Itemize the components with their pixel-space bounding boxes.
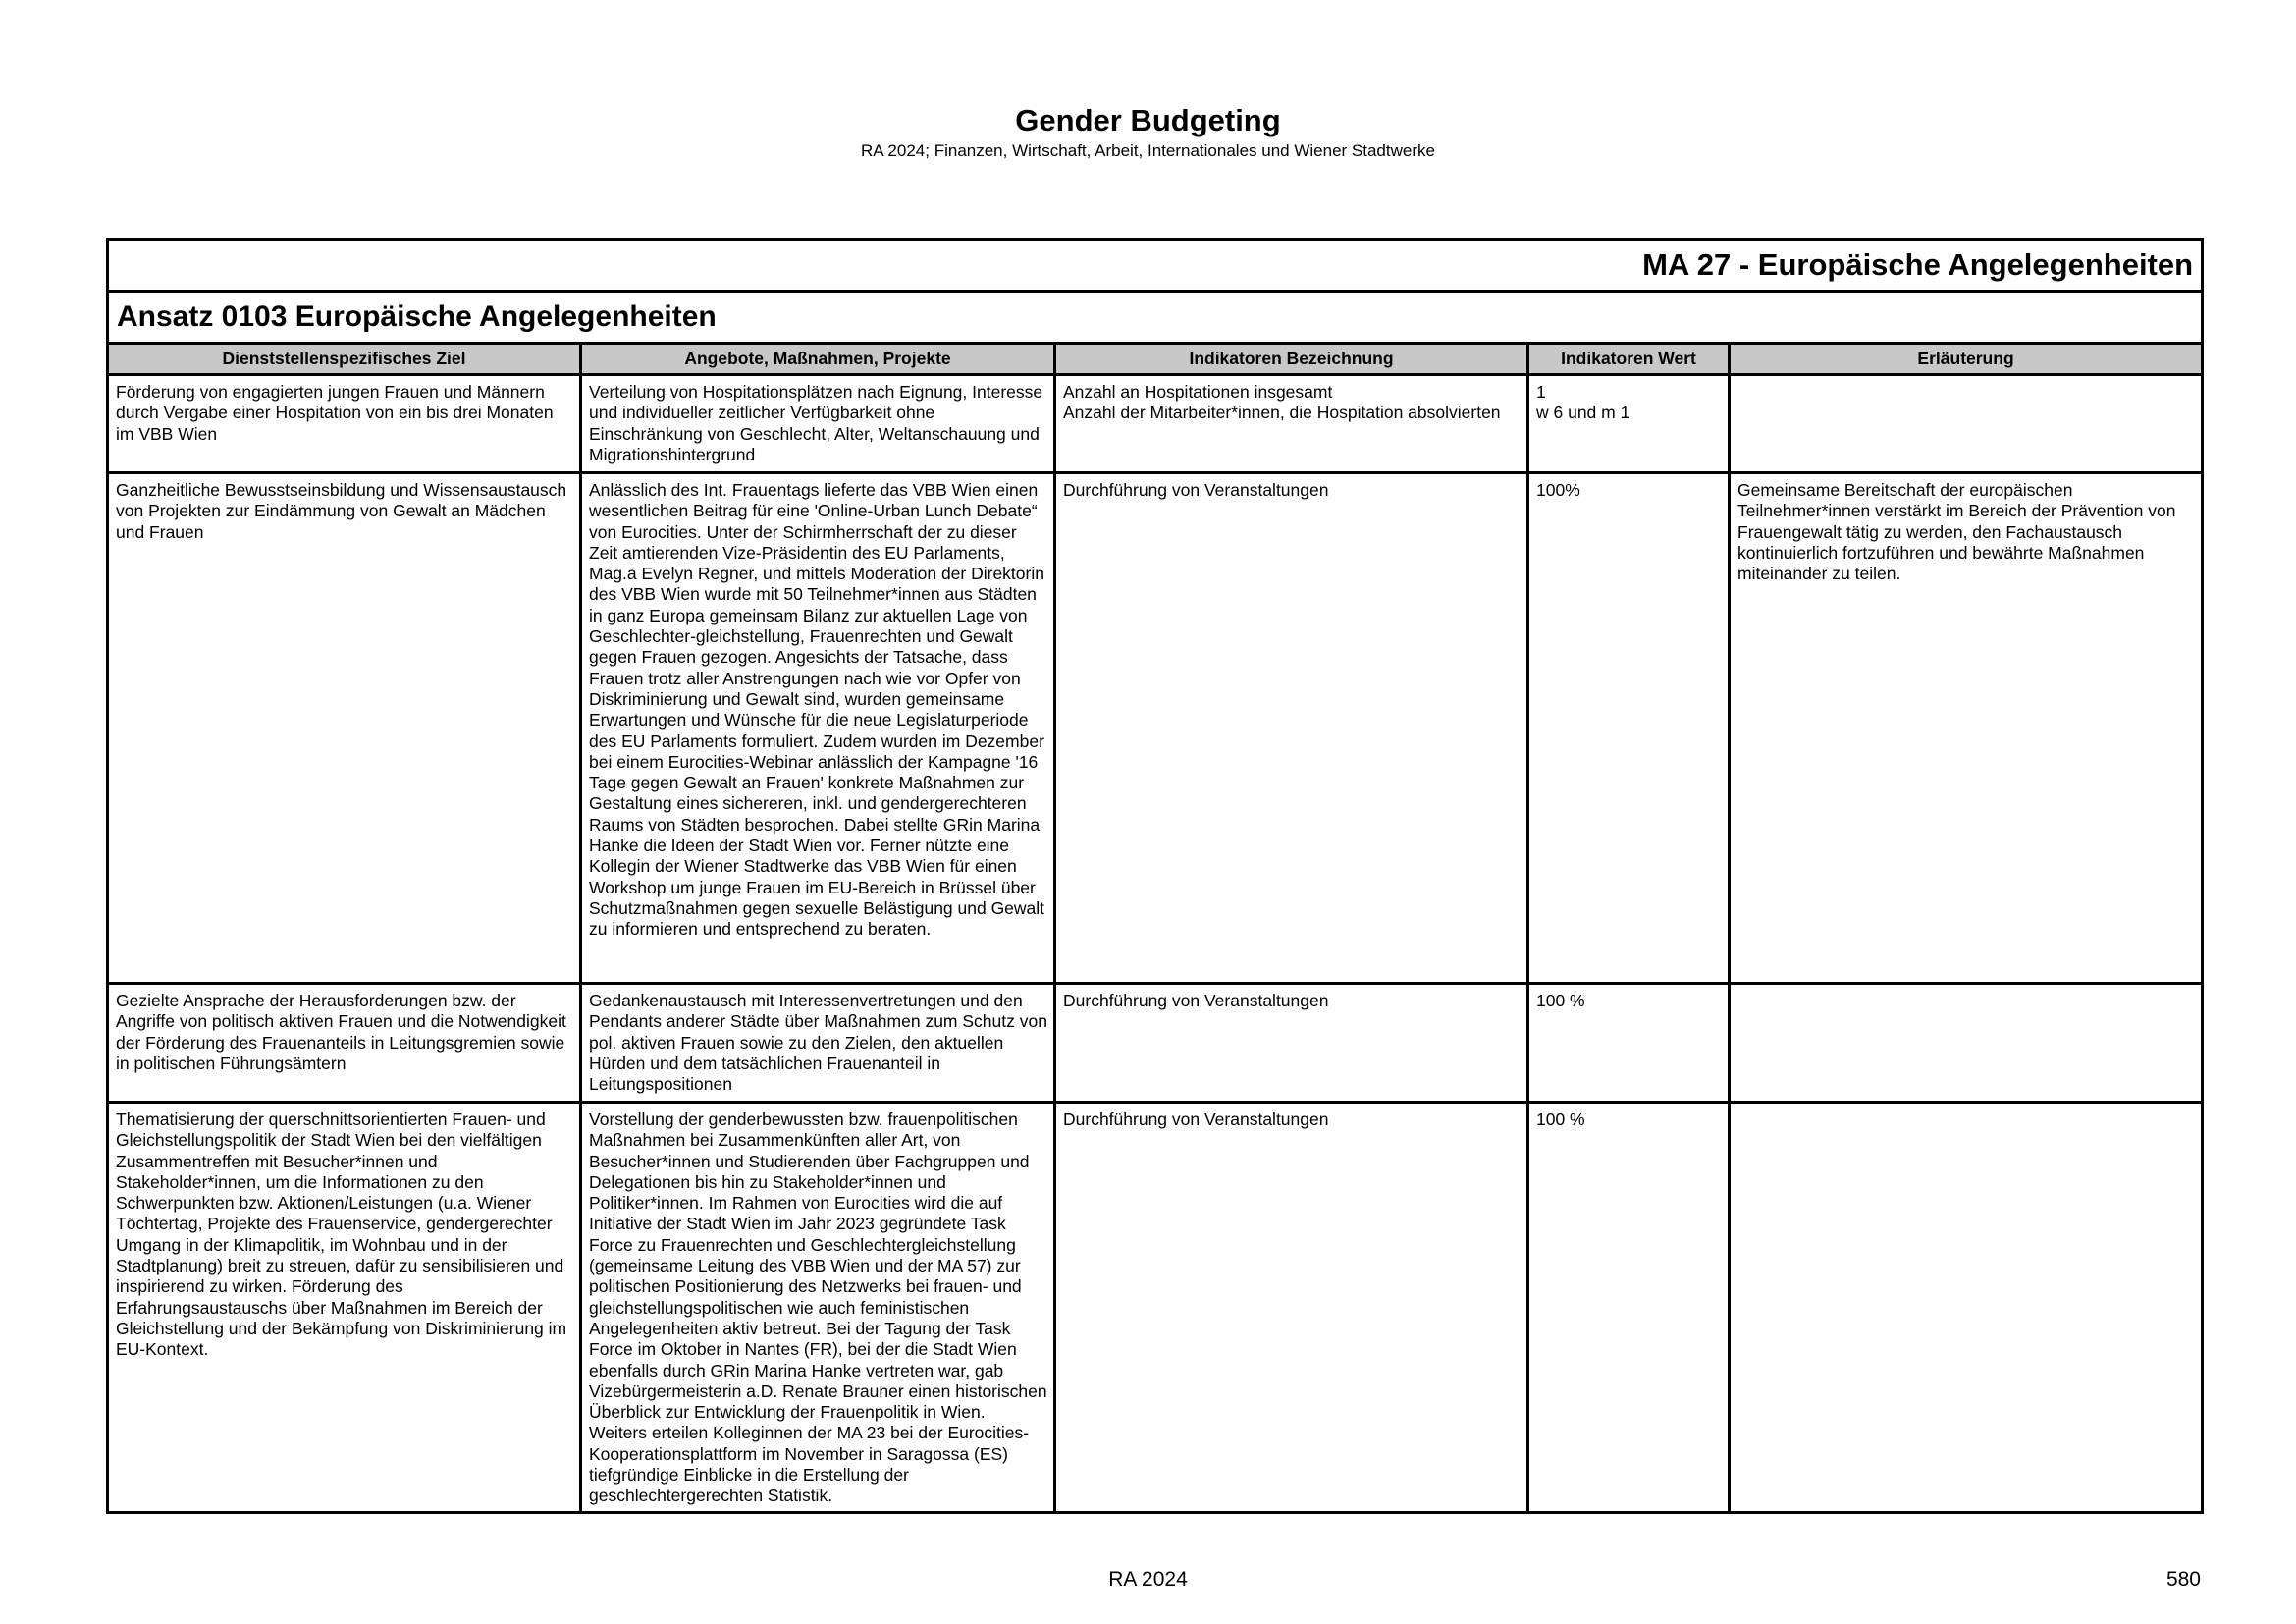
- column-header-erlaeuterung: Erläuterung: [1730, 344, 2203, 375]
- cell-erlaeuterung: Gemeinsame Bereitschaft der europäischen Teilnehmer*innen verstärkt im Bereich der Prävention von Frauengewalt tätig zu werden, den Fachaustausch kontinuierlich fortzuführen und bewährte Maßnahmen miteinander zu teilen.: [1730, 473, 2203, 984]
- table-row: [108, 375, 2203, 473]
- cell-ziel: Ganzheitliche Bewusstseinsbildung und Wissensaustausch von Projekten zur Eindämmung von Gewalt an Mädchen und Frauen: [108, 473, 581, 984]
- org-title-row: [108, 240, 2203, 292]
- cell-massnahmen: Vorstellung der genderbewussten bzw. frauenpolitischen Maßnahmen bei Zusammenkünften aller Art, von Besucher*innen und Studierenden über Fachgruppen und Delegationen bis hin zu Stakeholder*innen und Politiker*innen. Im Rahmen von Eurocities wird die auf Initiative der Stadt Wien im Jahr 2023 gegründete Task Force zu Frauenrechten und Geschlechtergleichstellung (gemeinsame Leitung des VBB Wien und der MA 57) zur politischen Positionierung des Netzwerks bei frauen- und gleichstellungspolitischen wie auch feministischen Angelegenheiten aktiv betreut. Bei der Tagung der Task Force im Oktober in Nantes (FR), bei der die Stadt Wien ebenfalls durch GRin Marina Hanke vertreten war, gab Vizebürgermeisterin a.D. Renate Brauner einen historischen Überblick zur Entwicklung der Frauenpolitik in Wien. Weiters erteilen Kolleginnen der MA 23 bei der Eurocities-Kooperationsplattform im November in Saragossa (ES) tiefgründige Einblicke in die Erstellung der geschlechtergerechten Statistik.: [581, 1103, 1055, 1513]
- cell-indikator: Anzahl an Hospitationen insgesamt Anzahl der Mitarbeiter*innen, die Hospitation absolvierten: [1055, 375, 1528, 473]
- cell-erlaeuterung: [1730, 984, 2203, 1103]
- cell-wert: 1 w 6 und m 1: [1528, 375, 1730, 473]
- cell-ziel: Gezielte Ansprache der Herausforderungen bzw. der Angriffe von politisch aktiven Frauen und die Notwendigkeit der Förderung des Frauenanteils in Leitungsgremien sowie in politischen Führungsämtern: [108, 984, 581, 1103]
- cell-erlaeuterung: [1730, 1103, 2203, 1513]
- cell-massnahmen: Anlässlich des Int. Frauentags lieferte das VBB Wien einen wesentlichen Beitrag für eine 'Online-Urban Lunch Debate“ von Eurocities. Unter der Schirmherrschaft der zu dieser Zeit amtierenden Vize-Präsidentin des EU Parlaments, Mag.a Evelyn Regner, und mittels Moderation der Direktorin des VBB Wien wurde mit 50 Teilnehmer*innen aus Städten in ganz Europa gemeinsam Bilanz zur aktuellen Lage von Geschlechter-gleichstellung, Frauenrechten und Gewalt gegen Frauen gezogen. Angesichts der Tatsache, dass Frauen trotz aller Anstrengungen nach wie vor Opfer von Diskriminierung und Gewalt sind, wurden gemeinsame Erwartungen und Wünsche für die neue Legislaturperiode des EU Parlaments formuliert. Zudem wurden im Dezember bei einem Eurocities-Webinar anlässlich der Kampagne '16 Tage gegen Gewalt an Frauen' konkrete Maßnahmen zur Gestaltung eines sichereren, inkl. und gendergerechteren Raums von Städten besprochen. Dabei stellte GRin Marina Hanke die Ideen der Stadt Wien vor. Ferner nützte eine Kollegin der Wiener Stadtwerke das VBB Wien für einen Workshop um junge Frauen im EU-Bereich in Brüssel über Schutzmaßnahmen gegen sexuelle Belästigung und Gewalt zu informieren und entsprechend zu beraten.: [581, 473, 1055, 984]
- cell-ziel: Thematisierung der querschnittsorientierten Frauen- und Gleichstellungspolitik der Stadt Wien bei den vielfältigen Zusammentreffen mit Besucher*innen und Stakeholder*innen, um die Informationen zu den Schwerpunkten bzw. Aktionen/Leistungen (u.a. Wiener Töchtertag, Projekte des Frauenservice, gendergerechter Umgang in der Klimapolitik, im Wohnbau und in der Stadtplanung) breit zu streuen, dafür zu sensibilisieren und inspirierend zu wirken. Förderung des Erfahrungsaustauschs über Maßnahmen im Bereich der Gleichstellung und der Bekämpfung von Diskriminierung im EU-Kontext.: [108, 1103, 581, 1513]
- document-title: Gender Budgeting: [1015, 103, 1281, 137]
- cell-massnahmen: Verteilung von Hospitationsplätzen nach Eignung, Interesse und individueller zeitlicher Verfügbarkeit ohne Einschränkung von Geschlecht, Alter, Weltanschauung und Migrationshintergrund: [581, 375, 1055, 473]
- section-title-row: [108, 292, 2203, 344]
- cell-wert: 100%: [1528, 473, 1730, 984]
- document-subtitle: RA 2024; Finanzen, Wirtschaft, Arbeit, Internationales und Wiener Stadtwerke: [861, 141, 1435, 160]
- cell-erlaeuterung: [1730, 375, 2203, 473]
- table-row: [108, 473, 2203, 984]
- cell-wert: 100 %: [1528, 984, 1730, 1103]
- table-row: [108, 1103, 2203, 1513]
- cell-indikator: Durchführung von Veranstaltungen: [1055, 984, 1528, 1103]
- table-header-row: [108, 344, 2203, 375]
- cell-indikator: Durchführung von Veranstaltungen: [1055, 473, 1528, 984]
- section-title: Ansatz 0103 Europäische Angelegenheiten: [108, 292, 2203, 344]
- page-header: [0, 102, 2296, 163]
- column-header-ziel: Dienststellenspezifisches Ziel: [108, 344, 581, 375]
- gender-budgeting-table: [106, 238, 2204, 1514]
- table-row: [108, 984, 2203, 1103]
- cell-ziel: Förderung von engagierten jungen Frauen und Männern durch Vergabe einer Hospitation von ein bis drei Monaten im VBB Wien: [108, 375, 581, 473]
- cell-wert: 100 %: [1528, 1103, 1730, 1513]
- cell-massnahmen: Gedankenaustausch mit Interessenvertretungen und den Pendants anderer Städte über Maßnahmen zum Schutz von pol. aktiven Frauen sowie zu den Zielen, den aktuellen Hürden und dem tatsächlichen Frauenanteil in Leitungspositionen: [581, 984, 1055, 1103]
- column-header-indikator: Indikatoren Bezeichnung: [1055, 344, 1528, 375]
- column-header-wert: Indikatoren Wert: [1528, 344, 1730, 375]
- cell-indikator: Durchführung von Veranstaltungen: [1055, 1103, 1528, 1513]
- org-title: MA 27 - Europäische Angelegenheiten: [108, 240, 2203, 292]
- column-header-massnahmen: Angebote, Maßnahmen, Projekte: [581, 344, 1055, 375]
- footer-report-label: RA 2024: [1108, 1568, 1188, 1591]
- page-number: 580: [2165, 1568, 2201, 1591]
